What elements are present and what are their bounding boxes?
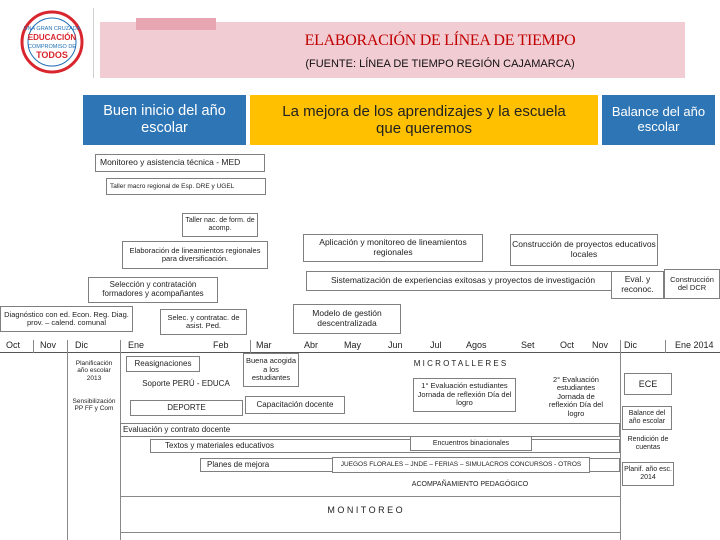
month-set: Set — [521, 340, 535, 350]
event-capacitacion: Capacitación docente — [245, 396, 345, 414]
event-segunda-eval: 2° Evaluación estudiantes Jornada de reflexión Día del logro — [543, 374, 609, 420]
event-textos: Textos y materiales educativos — [150, 439, 620, 453]
event-evaluacion-contrato: Evaluación y contrato docente — [120, 423, 620, 437]
event-soporte: Soporte PERÚ - EDUCA — [136, 377, 236, 391]
month-may: May — [344, 340, 362, 350]
column-separator — [33, 340, 34, 353]
event-balance: Balance del año escolar — [622, 406, 672, 430]
bar-seleccion: Selección y contratación formadores y acompañantes — [88, 277, 218, 303]
event-planes-mejora: Planes de mejora — [200, 458, 620, 472]
event-planificacion: Planificación año escolar 2013 — [72, 356, 116, 386]
page-title: ELABORACIÓN DE LÍNEA DE TIEMPO — [304, 32, 576, 49]
event-buena-acogida: Buena acogida a los estudiantes — [243, 353, 299, 387]
column-separator — [120, 340, 121, 540]
bar-eval-reconoc: Eval. y reconoc. — [611, 271, 664, 299]
column-separator — [67, 340, 68, 540]
lower-frame-line — [120, 532, 620, 533]
month-dic-2: Dic — [624, 340, 637, 350]
logo-divider — [93, 8, 94, 78]
column-separator — [250, 340, 251, 353]
event-monitoreo: M O N I T O R E O — [290, 500, 440, 520]
bar-aplicacion: Aplicación y monitoreo de lineamientos regionales — [303, 234, 483, 262]
month-nov: Nov — [40, 340, 57, 350]
event-acompanamiento: ACOMPAÑAMIENTO PEDAGÓGICO — [380, 478, 560, 492]
phase-middle: La mejora de los aprendizajes y la escuela que queremos — [250, 95, 598, 145]
logo-line2: EDUCACIÓN — [27, 33, 77, 42]
bar-modelo-gestion: Modelo de gestión descentralizada — [293, 304, 401, 334]
month-oct: Oct — [6, 340, 21, 350]
month-jun: Jun — [388, 340, 403, 350]
logo-line3: COMPROMISO DE — [28, 44, 76, 50]
event-microtalleres: M I C R O T A L L E R E S — [400, 357, 520, 371]
month-mar: Mar — [256, 340, 272, 350]
column-separator — [665, 340, 666, 353]
phase-end: Balance del año escolar — [602, 95, 715, 145]
bar-taller-macro: Taller macro regional de Esp. DRE y UGEL — [106, 178, 266, 195]
event-reasignaciones: Reasignaciones — [126, 356, 200, 372]
bar-sistematizacion: Sistematización de experiencias exitosas y proyectos de investigación — [306, 271, 620, 291]
event-rendicion: Rendición de cuentas — [622, 432, 674, 456]
event-sensibilizacion: Sensibilización PP FF y Com — [71, 395, 117, 415]
month-feb: Feb — [213, 340, 229, 350]
header-accent-block — [136, 18, 216, 30]
bar-elaboracion: Elaboración de lineamientos regionales para diversificación. — [122, 241, 268, 269]
education-logo — [20, 10, 84, 74]
page-subtitle: (FUENTE: LÍNEA DE TIEMPO REGIÓN CAJAMARCA) — [305, 58, 575, 70]
month-abr: Abr — [304, 340, 319, 350]
bar-taller-nac: Taller nac. de form. de acomp. — [182, 213, 258, 237]
bar-construccion-proyectos: Construcción de proyectos educativos locales — [510, 234, 658, 266]
bar-construccion-dcr: Construcción del DCR — [664, 269, 720, 299]
bar-monitoreo-asistencia: Monitoreo y asistencia técnica - MED — [95, 154, 265, 172]
month-jul: Jul — [430, 340, 442, 350]
event-deporte: DEPORTE — [130, 400, 243, 416]
bar-selec-contrat: Selec. y contratac. de asist. Ped. — [160, 309, 247, 335]
column-separator — [620, 340, 621, 540]
month-dic: Dic — [75, 340, 88, 350]
month-ene-2014: Ene 2014 — [675, 340, 714, 350]
event-encuentros: Encuentros binacionales — [410, 436, 532, 451]
logo-badge-icon — [20, 10, 84, 74]
phase-start: Buen inicio del año escolar — [83, 95, 246, 145]
month-ene: Ene — [128, 340, 145, 350]
month-oct-2: Oct — [560, 340, 575, 350]
lower-frame-line — [120, 496, 620, 497]
event-planif-anio: Planif. año esc. 2014 — [622, 462, 674, 486]
logo-line1: UNA GRAN CRUZADA — [23, 26, 81, 32]
event-juegos: JUEGOS FLORALES – JNDE – FERIAS – SIMULACROS CONCURSOS - OTROS — [332, 457, 590, 473]
logo-line4: TODOS — [36, 50, 68, 60]
bar-diagnostico: Diagnóstico con ed. Econ. Reg. Diag. prov. – calend. comunal — [0, 306, 133, 332]
month-agos: Agos — [466, 340, 487, 350]
event-ece: ECE — [624, 373, 672, 395]
month-nov-2: Nov — [592, 340, 609, 350]
event-primera-eval: 1° Evaluación estudiantes Jornada de reflexión Día del logro — [413, 378, 516, 412]
